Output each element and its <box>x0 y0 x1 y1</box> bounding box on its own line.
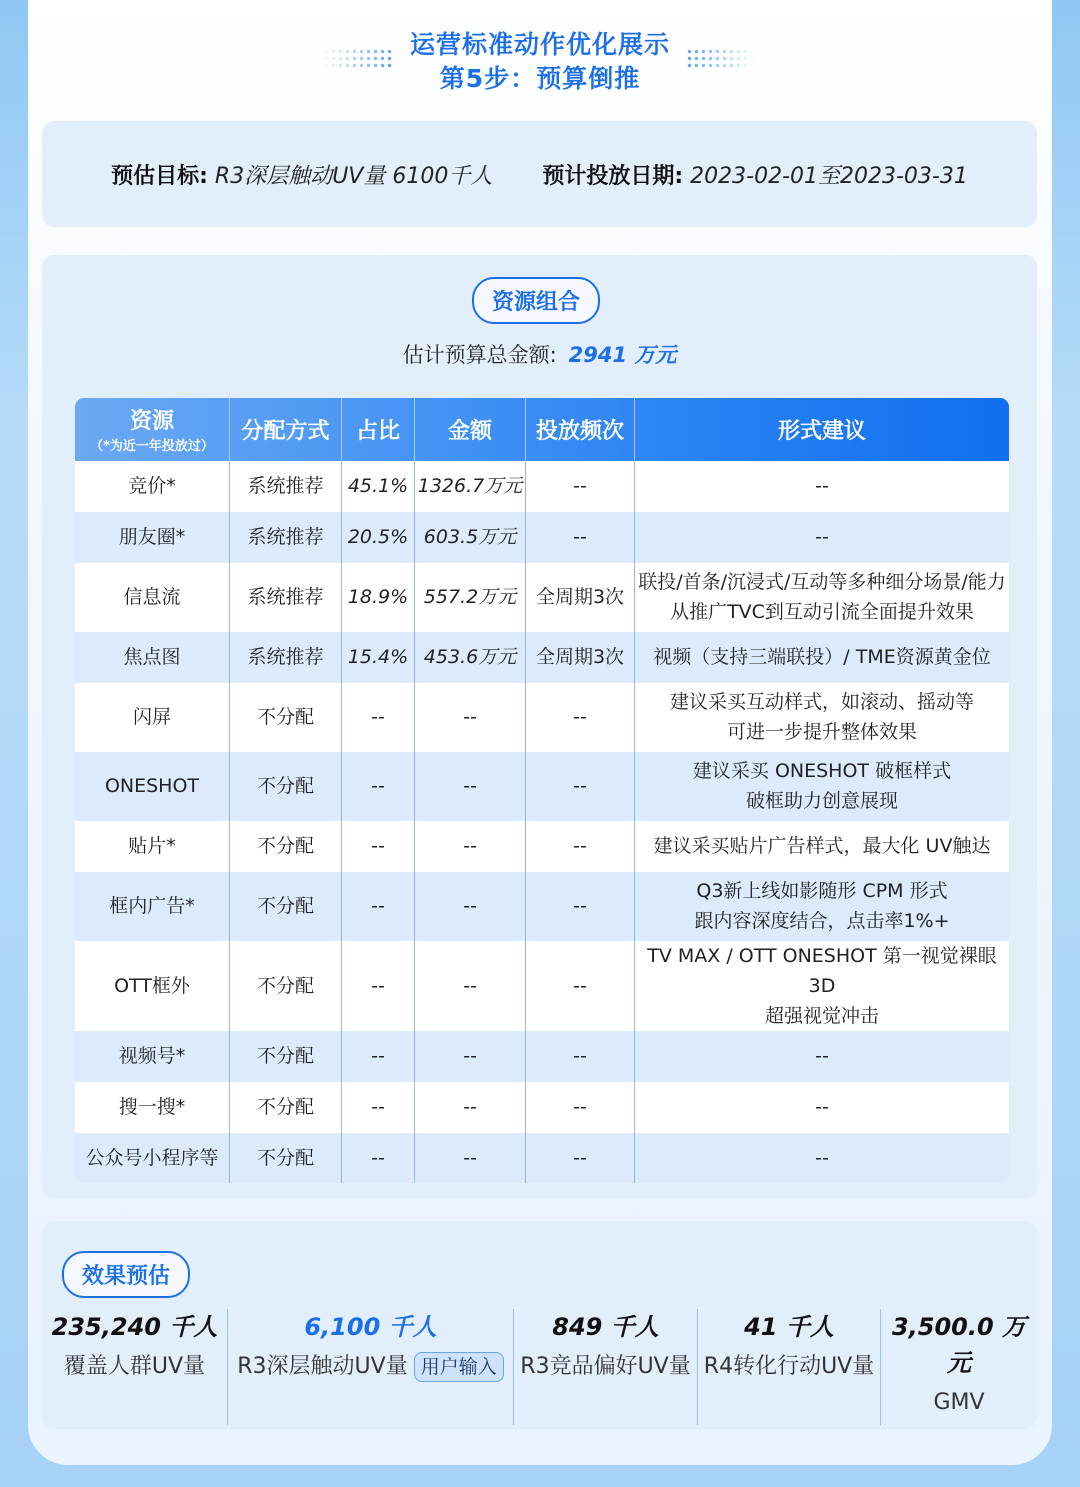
budget-total-label: 估计预算总金额: <box>402 343 557 367</box>
cell-allocation: 系统推荐 <box>230 563 342 632</box>
cell-resource: 闪屏 <box>75 683 230 752</box>
cell-ratio: -- <box>342 821 415 872</box>
cell-suggestion: -- <box>815 1146 829 1169</box>
stat-r3-deep-uv <box>228 1309 514 1425</box>
table-row <box>75 563 1010 632</box>
cell-frequency: -- <box>526 461 635 512</box>
stat-gmv <box>881 1309 1037 1425</box>
table-row <box>75 872 1010 941</box>
cell-amount: 453.6万元 <box>415 632 526 683</box>
page-title: 运营标准动作优化展示 <box>409 30 670 59</box>
cell-suggestion: 视频（支持三端联投）/ TME资源黄金位 <box>653 646 991 668</box>
cell-allocation: 不分配 <box>230 752 342 821</box>
col-resource <box>75 398 230 461</box>
stat-label: R3竞品偏好UV量 <box>520 1354 691 1379</box>
stat-value: 6,100 千人 <box>304 1313 437 1341</box>
goal-panel <box>42 121 1037 227</box>
cell-suggestion: 联投/首条/沉浸式/互动等多种细分场景/能力 从推广TVC到互动引流全面提升效果 <box>638 571 1006 623</box>
table-row <box>75 1133 1010 1184</box>
cell-amount: -- <box>415 821 526 872</box>
goal-target-label: 预估目标: <box>111 163 208 189</box>
page-header <box>28 28 1052 96</box>
cell-suggestion: Q3新上线如影随形 CPM 形式 跟内容深度结合，点击率1%+ <box>694 880 950 932</box>
cell-ratio: 45.1% <box>342 461 415 512</box>
cell-suggestion: -- <box>815 1096 829 1118</box>
col-ratio: 占比 <box>342 398 415 461</box>
cell-ratio: -- <box>342 1031 415 1082</box>
cell-resource: 朋友圈* <box>75 512 230 563</box>
cell-allocation: 不分配 <box>230 872 342 941</box>
cell-resource: 视频号* <box>75 1031 230 1082</box>
stat-r4-conversion-uv <box>698 1309 881 1425</box>
goal-date <box>542 159 968 190</box>
cell-suggestion: 建议采买互动样式，如滚动、摇动等 可进一步提升整体效果 <box>669 691 974 743</box>
cell-frequency: -- <box>526 512 635 563</box>
cell-amount: -- <box>415 872 526 941</box>
cell-allocation: 不分配 <box>230 1031 342 1082</box>
cell-allocation: 系统推荐 <box>230 632 342 683</box>
col-resource-label: 资源 <box>129 409 174 435</box>
cell-resource: 竞价* <box>75 461 230 512</box>
effect-pill: 效果预估 <box>62 1251 190 1298</box>
table-row <box>75 1082 1010 1133</box>
cell-resource: 贴片* <box>75 821 230 872</box>
cell-allocation: 不分配 <box>230 941 342 1031</box>
cell-ratio: 15.4% <box>342 632 415 683</box>
cell-ratio: -- <box>342 1133 415 1184</box>
cell-allocation: 不分配 <box>230 1133 342 1184</box>
cell-amount: -- <box>415 1031 526 1082</box>
cell-amount: -- <box>415 1133 526 1184</box>
stat-label: GMV <box>933 1390 985 1415</box>
cell-ratio: 18.9% <box>342 563 415 632</box>
cell-frequency: 全周期3次 <box>526 563 635 632</box>
main-card <box>28 0 1052 1465</box>
table-row <box>75 752 1010 821</box>
cell-ratio: -- <box>342 683 415 752</box>
cell-frequency: -- <box>526 752 635 821</box>
cell-allocation: 不分配 <box>230 821 342 872</box>
cell-suggestion: 建议采买 ONESHOT 破框样式 破框助力创意展现 <box>692 760 952 812</box>
cell-suggestion: -- <box>815 526 829 548</box>
cell-resource: ONESHOT <box>75 752 230 821</box>
cell-resource: 框内广告* <box>75 872 230 941</box>
stat-label: 覆盖人群UV量 <box>63 1354 206 1379</box>
col-amount: 金额 <box>415 398 526 461</box>
col-resource-note: （*为近一年投放过） <box>90 439 214 455</box>
cell-ratio: 20.5% <box>342 512 415 563</box>
budget-total <box>42 339 1037 369</box>
user-input-tag[interactable]: 用户输入 <box>414 1352 504 1382</box>
cell-suggestion: TV MAX / OTT ONESHOT 第一视觉裸眼3D 超强视觉冲击 <box>647 944 997 1027</box>
stat-value: 3,500.0 万元 <box>891 1313 1027 1377</box>
resource-panel <box>42 255 1037 1198</box>
cell-ratio: -- <box>342 872 415 941</box>
stat-coverage-uv <box>42 1309 228 1425</box>
page-subtitle: 第5步：预算倒推 <box>439 64 641 93</box>
table-row <box>75 683 1010 752</box>
cell-frequency: -- <box>526 941 635 1031</box>
cell-allocation: 系统推荐 <box>230 461 342 512</box>
stat-label: R3深层触动UV量 <box>237 1354 408 1379</box>
goal-date-value: 2023-02-01至2023-03-31 <box>690 163 968 189</box>
cell-suggestion: -- <box>815 1045 829 1067</box>
cell-frequency: -- <box>526 683 635 752</box>
table-row <box>75 821 1010 872</box>
cell-allocation: 系统推荐 <box>230 512 342 563</box>
cell-amount: -- <box>415 1082 526 1133</box>
cell-suggestion: 建议采买贴片广告样式，最大化 UV触达 <box>653 835 991 857</box>
stat-value: 849 千人 <box>552 1313 659 1341</box>
table-body <box>75 461 1010 1184</box>
col-frequency: 投放频次 <box>526 398 635 461</box>
cell-frequency: 全周期3次 <box>526 632 635 683</box>
table-row <box>75 1031 1010 1082</box>
goal-date-label: 预计投放日期: <box>542 163 684 189</box>
cell-amount: 1326.7万元 <box>415 461 526 512</box>
stat-r3-competitor-uv <box>514 1309 698 1425</box>
cell-amount: 557.2万元 <box>415 563 526 632</box>
table-row <box>75 941 1010 1031</box>
stat-label-row <box>228 1345 513 1389</box>
table-header-row <box>75 398 1010 461</box>
cell-amount: -- <box>415 752 526 821</box>
stat-value: 235,240 千人 <box>51 1313 218 1341</box>
cell-frequency: -- <box>526 821 635 872</box>
cell-resource: OTT框外 <box>75 941 230 1031</box>
cell-frequency: -- <box>526 1082 635 1133</box>
table-row <box>75 632 1010 683</box>
cell-resource: 信息流 <box>75 563 230 632</box>
col-suggestion: 形式建议 <box>777 418 866 444</box>
cell-allocation: 不分配 <box>230 683 342 752</box>
cell-suggestion: -- <box>815 475 829 497</box>
cell-allocation: 不分配 <box>230 1082 342 1133</box>
cell-frequency: -- <box>526 1133 635 1184</box>
cell-amount: -- <box>415 941 526 1031</box>
cell-ratio: -- <box>342 1082 415 1133</box>
resource-pill: 资源组合 <box>472 277 600 324</box>
stat-value: 41 千人 <box>744 1313 834 1341</box>
col-allocation: 分配方式 <box>230 398 342 461</box>
goal-target <box>111 159 492 190</box>
effect-stats <box>42 1309 1037 1425</box>
cell-frequency: -- <box>526 1031 635 1082</box>
cell-frequency: -- <box>526 872 635 941</box>
effect-panel <box>42 1221 1037 1429</box>
cell-resource: 搜一搜* <box>75 1082 230 1133</box>
cell-ratio: -- <box>342 752 415 821</box>
cell-ratio: -- <box>342 941 415 1031</box>
cell-amount: -- <box>415 683 526 752</box>
budget-total-value: 2941 万元 <box>568 343 677 367</box>
cell-resource: 公众号小程序等 <box>75 1133 230 1184</box>
cell-amount: 603.5万元 <box>415 512 526 563</box>
resource-table <box>74 397 1010 1184</box>
goal-target-value: R3深层触动UV量 6100千人 <box>214 163 493 189</box>
cell-resource: 焦点图 <box>75 632 230 683</box>
table-row <box>75 461 1010 512</box>
table-row <box>75 512 1010 563</box>
stat-label: R4转化行动UV量 <box>703 1354 875 1379</box>
